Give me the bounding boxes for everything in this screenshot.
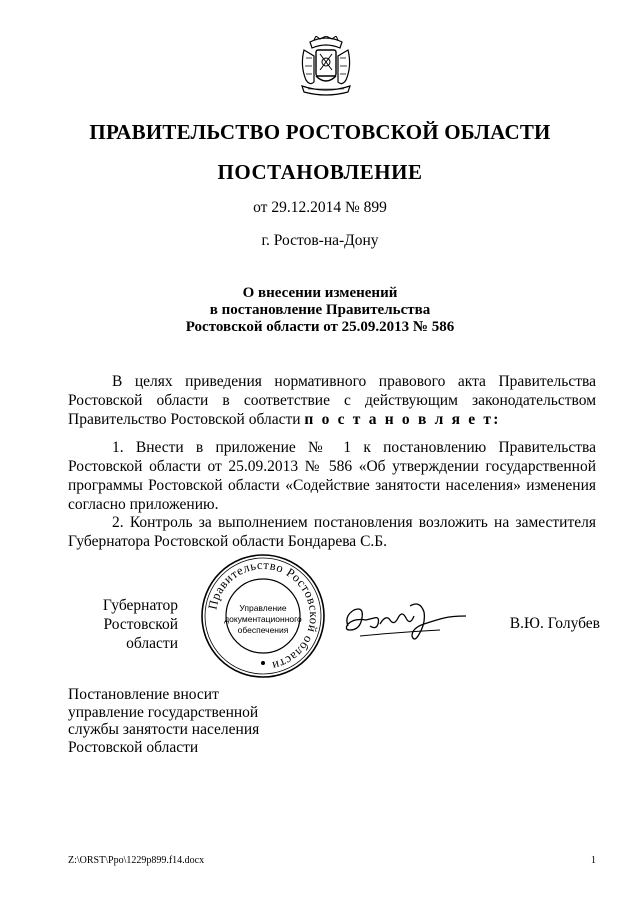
signatory-title-line: Губернатор <box>102 597 178 614</box>
document-type: ПОСТАНОВЛЕНИЕ <box>217 160 423 184</box>
seal-ring-text: Правительство Ростовской области <box>205 557 322 674</box>
subject-line: О внесении изменений <box>242 285 398 301</box>
subject-line: Ростовской области от 25.09.2013 № 586 <box>185 319 455 335</box>
seal-center-line: документационного <box>224 614 302 624</box>
submitted-by-line: Постановление вносит <box>68 686 219 703</box>
organization-title: ПРАВИТЕЛЬСТВО РОСТОВСКОЙ ОБЛАСТИ <box>89 120 551 144</box>
city: г. Ростов-на-Дону <box>261 232 379 249</box>
signatory-name: В.Ю. Голубев <box>509 615 600 632</box>
submitted-by-line: Ростовской области <box>68 738 199 756</box>
resolves-word: п о с т а н о в л я е т: <box>304 411 501 428</box>
page-number: 1 <box>591 855 596 866</box>
handwritten-signature <box>340 596 470 646</box>
subject-line: в постановление Правительства <box>209 302 431 318</box>
item-paragraph: 2. Контроль за выполнением постановления возложить на заместителя Губернатора Ростовской области Бондарева С.Б. <box>68 514 596 550</box>
submitted-by-line: управление государственной <box>68 703 259 721</box>
submitted-by-line: службы занятости населения <box>68 721 260 738</box>
coat-of-arms-icon <box>296 36 356 98</box>
item-paragraph: 1. Внести в приложение № 1 к постановлению Правительства Ростовской области от 25.09.2013 № 586 «Об утверждении государственной программы Ростовской области «Содействие занятости населения» изменения согласно приложению. <box>68 439 596 513</box>
date-number: от 29.12.2014 № 899 <box>253 199 387 216</box>
preamble-text: В целях приведения нормативного правового акта Правительства Ростовской области в соответствие с действующим законодательством Правительство Ростовской области <box>68 373 596 428</box>
seal-center-line: Управление <box>239 603 287 613</box>
signatory-title <box>68 596 178 653</box>
official-seal <box>200 553 326 679</box>
signatory-title-line: Ростовской области <box>103 616 178 652</box>
submitted-by-note <box>68 686 328 756</box>
preamble-paragraph <box>68 372 596 429</box>
file-path: Z:\ORST\Ppo\1229p899.f14.docx <box>68 855 205 866</box>
seal-center-line: обеспечения <box>237 625 289 635</box>
document-subject <box>0 285 640 336</box>
